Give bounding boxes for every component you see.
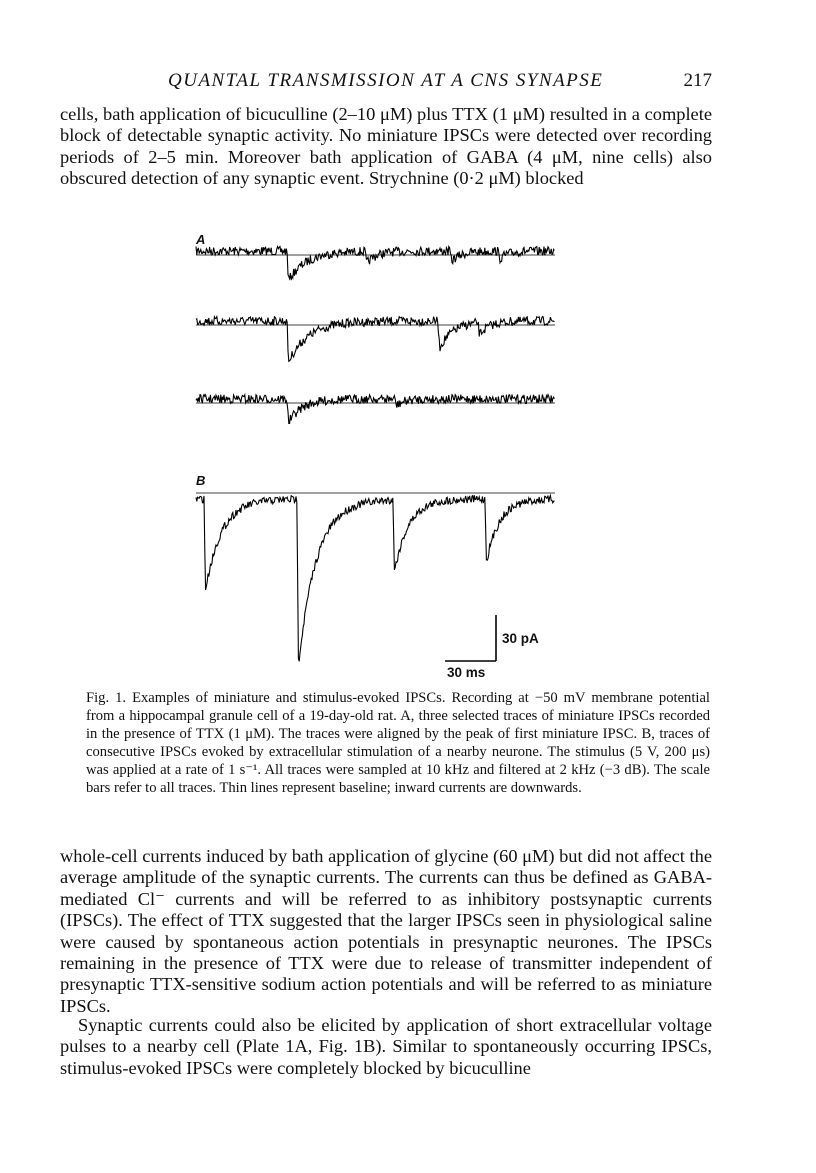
ipsc-traces — [180, 225, 580, 685]
figure-1 — [180, 225, 580, 685]
figure-caption: Fig. 1. Examples of miniature and stimulus-evoked IPSCs. Recording at −50 mV membrane potential from a hippocampal granule cell of a 19-day-old rat. A, three selected traces of miniature IPSCs recorded in the presence of TTX (1 μM). The traces were aligned by the peak of first miniature IPSC. B, traces of consecutive IPSCs evoked by extracellular stimulation of a nearby neurone. The stimulus (5 V, 200 μs) was applied at a rate of 1 s⁻¹. All traces were sampled at 10 kHz and filtered at 2 kHz (−3 dB). The scale bars refer to all traces. Thin lines represent baseline; inward currents are downwards. — [86, 690, 710, 796]
running-title: QUANTAL TRANSMISSION AT A CNS SYNAPSE — [168, 70, 604, 91]
evoked-ipsc-traces — [196, 495, 554, 661]
body-paragraph-mid: whole-cell currents induced by bath application of glycine (60 μM) but did not affect the average amplitude of the synaptic currents. The currents can thus be defined as GABA-mediated Cl⁻ currents and will be referred to as inhibitory postsynaptic currents (IPSCs). The effect of TTX suggested that the larger IPSCs seen in physiological saline were caused by spontaneous action potentials in presynaptic neurones. The IPSCs remaining in the presence of TTX were due to release of transmitter independent of presynaptic TTX-sensitive sodium action potentials and will be referred to as miniature IPSCs. — [60, 846, 712, 1016]
miniature-trace-3 — [196, 395, 554, 424]
scale-label-time: 30 ms — [447, 665, 486, 680]
page-header — [60, 70, 712, 92]
miniature-ipsc-traces — [196, 247, 554, 424]
body-paragraph-top: cells, bath application of bicuculline (2–10 μM) plus TTX (1 μM) resulted in a complete block of detectable synaptic activity. No miniature IPSCs were detected over recording periods of 2–5 min. Moreover bath application of GABA (4 μM, nine cells) also obscured detection of any synaptic event. Strychnine (0·2 μM) blocked — [60, 104, 712, 189]
evoked-trace — [196, 495, 554, 661]
trace-baselines — [196, 255, 555, 493]
miniature-trace-1 — [196, 247, 554, 281]
body-paragraph-bottom: Synaptic currents could also be elicited by application of short extracellular voltage pulses to a nearby cell (Plate 1A, Fig. 1B). Similar to spontaneously occurring IPSCs, stimulus-evoked IPSCs were completely blocked by bicuculline — [60, 1015, 712, 1078]
panel-a-label: A — [196, 232, 206, 247]
page-number: 217 — [683, 70, 712, 91]
scale-label-current: 30 pA — [502, 631, 539, 646]
scale-bar — [445, 615, 496, 661]
panel-b-label: B — [196, 473, 206, 488]
miniature-trace-2 — [196, 317, 554, 362]
